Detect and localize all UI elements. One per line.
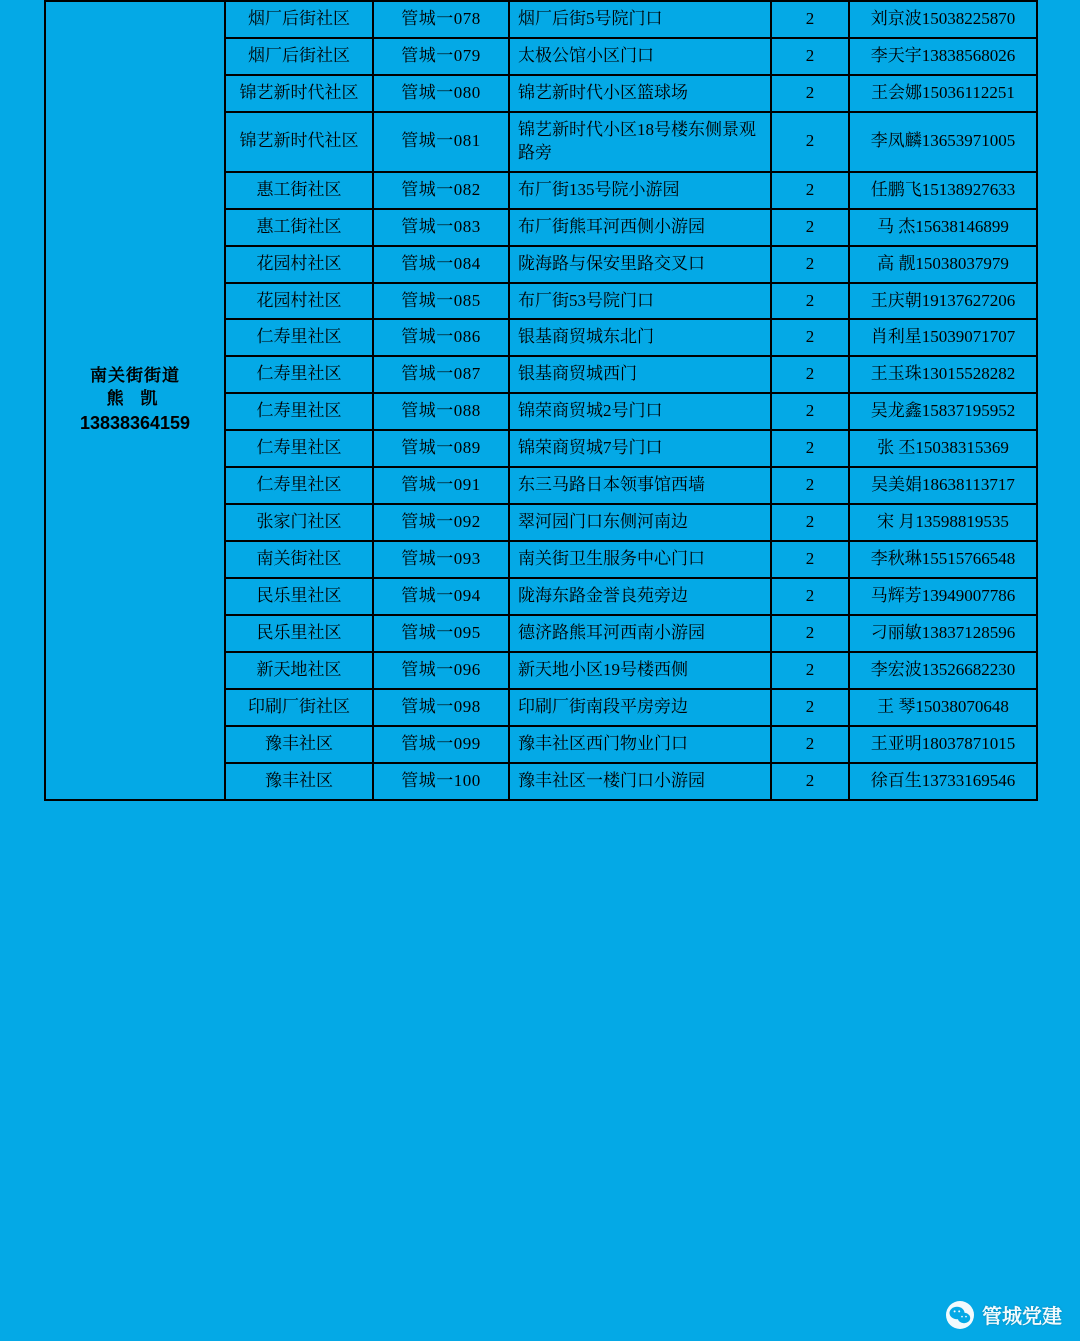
cell-num: 2 bbox=[771, 652, 849, 689]
cell-person: 李宏波13526682230 bbox=[849, 652, 1037, 689]
cell-community: 锦艺新时代社区 bbox=[225, 112, 373, 172]
cell-person: 刘京波15038225870 bbox=[849, 1, 1037, 38]
cell-community: 南关街社区 bbox=[225, 541, 373, 578]
street-contact-phone: 13838364159 bbox=[79, 413, 191, 434]
cell-place: 锦荣商贸城2号门口 bbox=[509, 393, 771, 430]
cell-code: 管城一082 bbox=[373, 172, 509, 209]
cell-person: 徐百生13733169546 bbox=[849, 763, 1037, 800]
cell-place: 南关街卫生服务中心门口 bbox=[509, 541, 771, 578]
cell-num: 2 bbox=[771, 504, 849, 541]
cell-code: 管城一083 bbox=[373, 209, 509, 246]
cell-code: 管城一098 bbox=[373, 689, 509, 726]
cell-num: 2 bbox=[771, 283, 849, 320]
cell-community: 锦艺新时代社区 bbox=[225, 75, 373, 112]
cell-code: 管城一081 bbox=[373, 112, 509, 172]
cell-code: 管城一084 bbox=[373, 246, 509, 283]
cell-person: 马 杰15638146899 bbox=[849, 209, 1037, 246]
cell-person: 刁丽敏13837128596 bbox=[849, 615, 1037, 652]
cell-code: 管城一093 bbox=[373, 541, 509, 578]
cell-community: 烟厂后街社区 bbox=[225, 1, 373, 38]
cell-num: 2 bbox=[771, 430, 849, 467]
cell-place: 锦艺新时代小区篮球场 bbox=[509, 75, 771, 112]
cell-num: 2 bbox=[771, 578, 849, 615]
cell-place: 豫丰社区西门物业门口 bbox=[509, 726, 771, 763]
cell-place: 东三马路日本领事馆西墙 bbox=[509, 467, 771, 504]
cell-community: 豫丰社区 bbox=[225, 726, 373, 763]
cell-community: 仁寿里社区 bbox=[225, 430, 373, 467]
cell-person: 李凤麟13653971005 bbox=[849, 112, 1037, 172]
cell-community: 民乐里社区 bbox=[225, 578, 373, 615]
cell-community: 民乐里社区 bbox=[225, 615, 373, 652]
cell-code: 管城一091 bbox=[373, 467, 509, 504]
cell-place: 布厂街53号院门口 bbox=[509, 283, 771, 320]
cell-person: 马辉芳13949007786 bbox=[849, 578, 1037, 615]
cell-place: 德济路熊耳河西南小游园 bbox=[509, 615, 771, 652]
cell-num: 2 bbox=[771, 541, 849, 578]
cell-code: 管城一096 bbox=[373, 652, 509, 689]
cell-place: 布厂街熊耳河西侧小游园 bbox=[509, 209, 771, 246]
cell-person: 王玉珠13015528282 bbox=[849, 356, 1037, 393]
cell-person: 吴美娟18638113717 bbox=[849, 467, 1037, 504]
cell-num: 2 bbox=[771, 172, 849, 209]
cell-person: 吴龙鑫15837195952 bbox=[849, 393, 1037, 430]
cell-community: 烟厂后街社区 bbox=[225, 38, 373, 75]
street-name: 南关街街道 bbox=[90, 366, 180, 386]
cell-community: 张家门社区 bbox=[225, 504, 373, 541]
cell-community: 仁寿里社区 bbox=[225, 467, 373, 504]
cell-person: 张 丕15038315369 bbox=[849, 430, 1037, 467]
cell-community: 豫丰社区 bbox=[225, 763, 373, 800]
cell-num: 2 bbox=[771, 467, 849, 504]
cell-place: 翠河园门口东侧河南边 bbox=[509, 504, 771, 541]
cell-num: 2 bbox=[771, 209, 849, 246]
watermark bbox=[946, 1300, 1062, 1329]
cell-code: 管城一089 bbox=[373, 430, 509, 467]
cell-code: 管城一100 bbox=[373, 763, 509, 800]
assignment-table bbox=[44, 0, 1038, 801]
cell-community: 惠工街社区 bbox=[225, 209, 373, 246]
cell-code: 管城一087 bbox=[373, 356, 509, 393]
cell-num: 2 bbox=[771, 393, 849, 430]
cell-person: 肖利星15039071707 bbox=[849, 319, 1037, 356]
cell-community: 仁寿里社区 bbox=[225, 393, 373, 430]
cell-code: 管城一080 bbox=[373, 75, 509, 112]
street-cell bbox=[45, 1, 225, 800]
cell-place: 锦荣商贸城7号门口 bbox=[509, 430, 771, 467]
cell-num: 2 bbox=[771, 112, 849, 172]
table-body bbox=[45, 1, 1037, 800]
cell-num: 2 bbox=[771, 1, 849, 38]
cell-person: 王 琴15038070648 bbox=[849, 689, 1037, 726]
cell-person: 王会娜15036112251 bbox=[849, 75, 1037, 112]
cell-num: 2 bbox=[771, 246, 849, 283]
cell-num: 2 bbox=[771, 38, 849, 75]
cell-code: 管城一085 bbox=[373, 283, 509, 320]
cell-community: 花园村社区 bbox=[225, 246, 373, 283]
cell-place: 锦艺新时代小区18号楼东侧景观路旁 bbox=[509, 112, 771, 172]
cell-community: 惠工街社区 bbox=[225, 172, 373, 209]
cell-num: 2 bbox=[771, 763, 849, 800]
cell-person: 王庆朝19137627206 bbox=[849, 283, 1037, 320]
cell-place: 银基商贸城东北门 bbox=[509, 319, 771, 356]
cell-community: 仁寿里社区 bbox=[225, 356, 373, 393]
table-row bbox=[45, 1, 1037, 38]
cell-person: 李秋琳15515766548 bbox=[849, 541, 1037, 578]
cell-code: 管城一086 bbox=[373, 319, 509, 356]
cell-code: 管城一099 bbox=[373, 726, 509, 763]
cell-place: 印刷厂街南段平房旁边 bbox=[509, 689, 771, 726]
cell-place: 陇海路与保安里路交叉口 bbox=[509, 246, 771, 283]
cell-code: 管城一095 bbox=[373, 615, 509, 652]
cell-person: 王亚明18037871015 bbox=[849, 726, 1037, 763]
cell-community: 花园村社区 bbox=[225, 283, 373, 320]
cell-community: 仁寿里社区 bbox=[225, 319, 373, 356]
cell-community: 新天地社区 bbox=[225, 652, 373, 689]
cell-place: 布厂街135号院小游园 bbox=[509, 172, 771, 209]
cell-num: 2 bbox=[771, 319, 849, 356]
cell-place: 豫丰社区一楼门口小游园 bbox=[509, 763, 771, 800]
cell-code: 管城一088 bbox=[373, 393, 509, 430]
cell-place: 银基商贸城西门 bbox=[509, 356, 771, 393]
cell-num: 2 bbox=[771, 615, 849, 652]
cell-code: 管城一078 bbox=[373, 1, 509, 38]
cell-place: 烟厂后街5号院门口 bbox=[509, 1, 771, 38]
wechat-icon bbox=[946, 1301, 974, 1329]
cell-person: 高 靓15038037979 bbox=[849, 246, 1037, 283]
cell-person: 任鹏飞15138927633 bbox=[849, 172, 1037, 209]
watermark-label: 管城党建 bbox=[982, 1306, 1062, 1328]
cell-num: 2 bbox=[771, 726, 849, 763]
street-contact-name: 熊 凯 bbox=[106, 389, 164, 409]
cell-num: 2 bbox=[771, 689, 849, 726]
cell-code: 管城一092 bbox=[373, 504, 509, 541]
cell-community: 印刷厂街社区 bbox=[225, 689, 373, 726]
cell-place: 新天地小区19号楼西侧 bbox=[509, 652, 771, 689]
cell-person: 宋 月13598819535 bbox=[849, 504, 1037, 541]
cell-code: 管城一079 bbox=[373, 38, 509, 75]
cell-person: 李天宇13838568026 bbox=[849, 38, 1037, 75]
cell-num: 2 bbox=[771, 356, 849, 393]
cell-code: 管城一094 bbox=[373, 578, 509, 615]
cell-place: 太极公馆小区门口 bbox=[509, 38, 771, 75]
cell-place: 陇海东路金誉良苑旁边 bbox=[509, 578, 771, 615]
cell-num: 2 bbox=[771, 75, 849, 112]
